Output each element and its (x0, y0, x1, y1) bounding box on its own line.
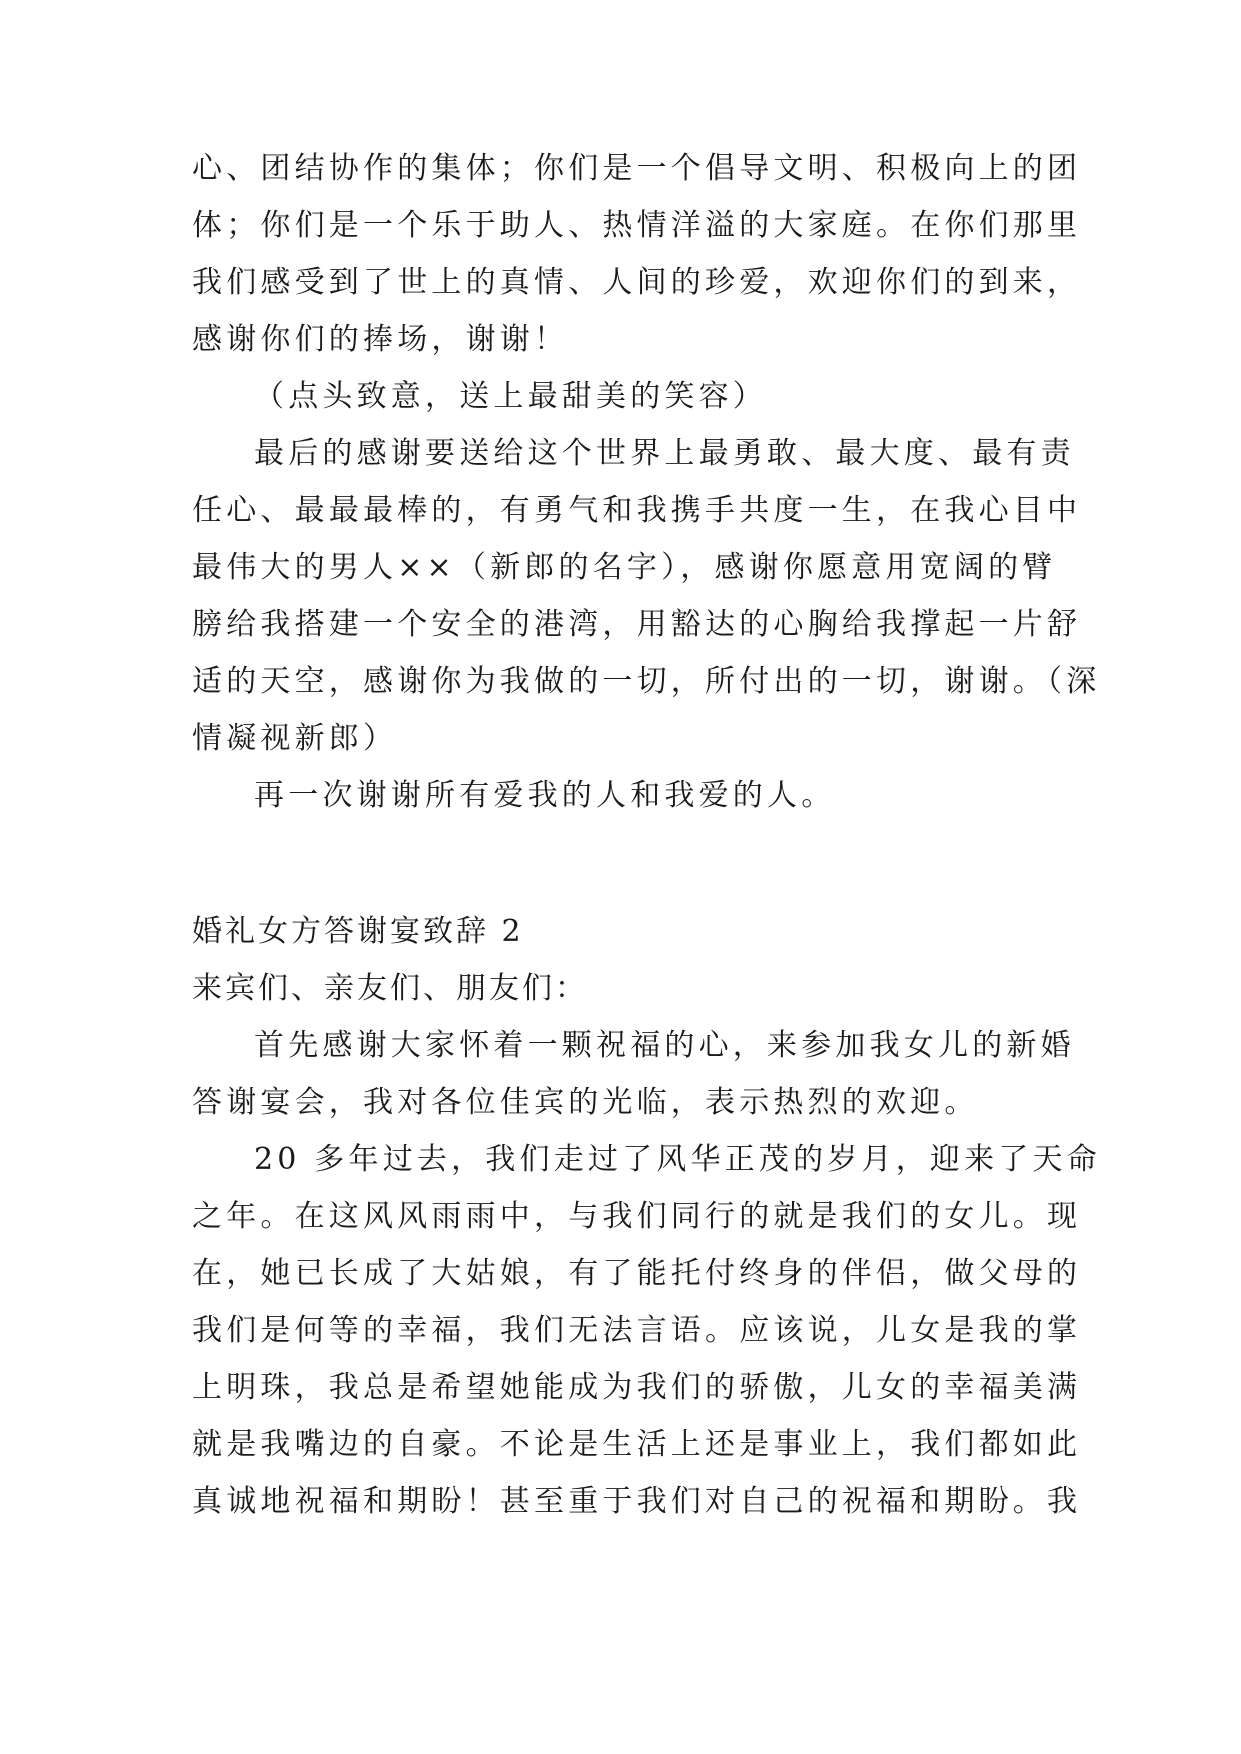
salutation: 来宾们、亲友们、朋友们： (192, 971, 588, 1006)
text-line: 真诚地祝福和期盼！甚至重于我们对自己的祝福和期盼。我 (192, 1484, 1082, 1519)
text-line: 心、团结协作的集体；你们是一个倡导文明、积极向上的团 (192, 151, 1082, 186)
text-line: （点头致意，送上最甜美的笑容） (254, 379, 767, 414)
text-line: 体；你们是一个乐于助人、热情洋溢的大家庭。在你们那里 (192, 208, 1082, 243)
text-line: 最伟大的男人××（新郎的名字），感谢你愿意用宽阔的臂 (192, 550, 1057, 585)
text-line: 我们是何等的幸福，我们无法言语。应该说，儿女是我的掌 (192, 1313, 1082, 1348)
text-line: 膀给我搭建一个安全的港湾，用豁达的心胸给我撑起一片舒 (192, 607, 1082, 642)
text-line: 上明珠，我总是希望她能成为我们的骄傲，儿女的幸福美满 (192, 1370, 1082, 1405)
section-title: 婚礼女方答谢宴致辞 2 (192, 914, 524, 949)
text-line: 情凝视新郎） (192, 721, 398, 756)
text-line: 适的天空，感谢你为我做的一切，所付出的一切，谢谢。（深 (192, 664, 1101, 699)
text-line: 在，她已长成了大姑娘，有了能托付终身的伴侣，做父母的 (192, 1256, 1082, 1291)
text-line: 感谢你们的捧场，谢谢！ (192, 322, 569, 357)
text-line: 首先感谢大家怀着一颗祝福的心，来参加我女儿的新婚 (254, 1028, 1075, 1063)
text-line: 我们感受到了世上的真情、人间的珍爱，欢迎你们的到来， (192, 265, 1082, 300)
text-line: 最后的感谢要送给这个世界上最勇敢、最大度、最有责 (254, 436, 1075, 471)
text-line: 任心、最最最棒的，有勇气和我携手共度一生，在我心目中 (192, 493, 1082, 528)
text-line: 20 多年过去，我们走过了风华正茂的岁月，迎来了天命 (254, 1142, 1101, 1177)
text-line: 答谢宴会，我对各位佳宾的光临，表示热烈的欢迎。 (192, 1085, 979, 1120)
text-line: 再一次谢谢所有爱我的人和我爱的人。 (254, 778, 836, 813)
text-line: 之年。在这风风雨雨中，与我们同行的就是我们的女儿。现 (192, 1199, 1082, 1234)
text-line: 就是我嘴边的自豪。不论是生活上还是事业上，我们都如此 (192, 1427, 1082, 1462)
